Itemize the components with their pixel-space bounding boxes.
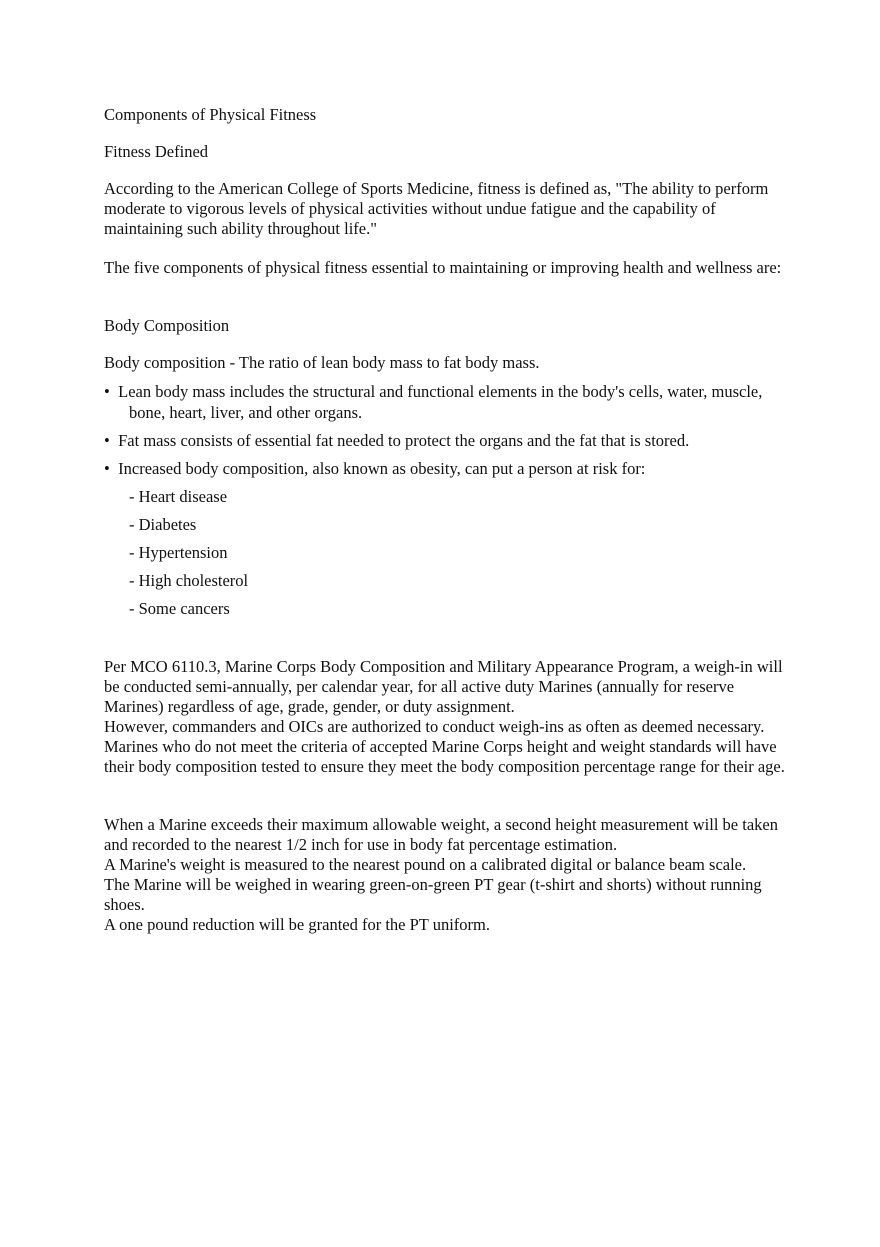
weighin-line: The Marine will be weighed in wearing green-on-green PT gear (t-shirt and shorts) without running shoes. — [104, 875, 762, 914]
document-page — [104, 105, 794, 935]
weighin-line: A one pound reduction will be granted for the PT uniform. — [104, 915, 490, 934]
risk-item: - High cholesterol — [129, 571, 249, 590]
bullet-mark: • — [104, 459, 110, 478]
policy-paragraph-block — [104, 657, 794, 777]
bullet-mark: • — [104, 431, 110, 450]
bullet-mark: • — [104, 382, 110, 401]
risk-item: - Some cancers — [129, 599, 230, 618]
body-composition-bullet-list — [104, 381, 794, 479]
policy-line: Marines who do not meet the criteria of accepted Marine Corps height and weight standards will have their body composition tested to ensure they meet the body composition percentage range for their age. — [104, 737, 785, 776]
body-composition-definition: Body composition - The ratio of lean body mass to fat body mass. — [104, 353, 540, 372]
document-title: Components of Physical Fitness — [104, 105, 317, 124]
section-heading-body-composition: Body Composition — [104, 316, 230, 335]
components-lead-paragraph: The five components of physical fitness essential to maintaining or improving health and wellness are: — [104, 258, 782, 277]
bullet-text: Lean body mass includes the structural and functional elements in the body's cells, water, muscle, bone, heart, liver, and other organs. — [118, 382, 763, 422]
risk-item: - Diabetes — [129, 515, 197, 534]
weighin-line: When a Marine exceeds their maximum allowable weight, a second height measurement will be taken and recorded to the nearest 1/2 inch for use in body fat percentage estimation. — [104, 815, 778, 854]
weighin-line: A Marine's weight is measured to the nearest pound on a calibrated digital or balance beam scale. — [104, 855, 747, 874]
bullet-text: Increased body composition, also known as obesity, can put a person at risk for: — [118, 459, 646, 478]
risk-item: - Heart disease — [129, 487, 228, 506]
policy-line: However, commanders and OICs are authorized to conduct weigh-ins as often as deemed necessary. — [104, 717, 765, 736]
risk-item: - Hypertension — [129, 543, 228, 562]
risk-list — [104, 486, 794, 619]
intro-paragraph: According to the American College of Sports Medicine, fitness is defined as, "The ability to perform moderate to vigorous levels of physical activities without undue fatigue and the capability of maintaining such ability throughout life." — [104, 179, 769, 238]
bullet-item — [104, 430, 794, 451]
bullet-text: Fat mass consists of essential fat needed to protect the organs and the fat that is stored. — [118, 431, 690, 450]
policy-line: Per MCO 6110.3, Marine Corps Body Composition and Military Appearance Program, a weigh-in will be conducted semi-annually, per calendar year, for all active duty Marines (annually for reserve Marines) regardless of age, grade, gender, or duty assignment. — [104, 657, 783, 716]
weighin-paragraph-block — [104, 815, 794, 935]
bullet-item — [104, 458, 794, 479]
bullet-item — [104, 381, 794, 423]
section-title-fitness-defined: Fitness Defined — [104, 142, 209, 161]
